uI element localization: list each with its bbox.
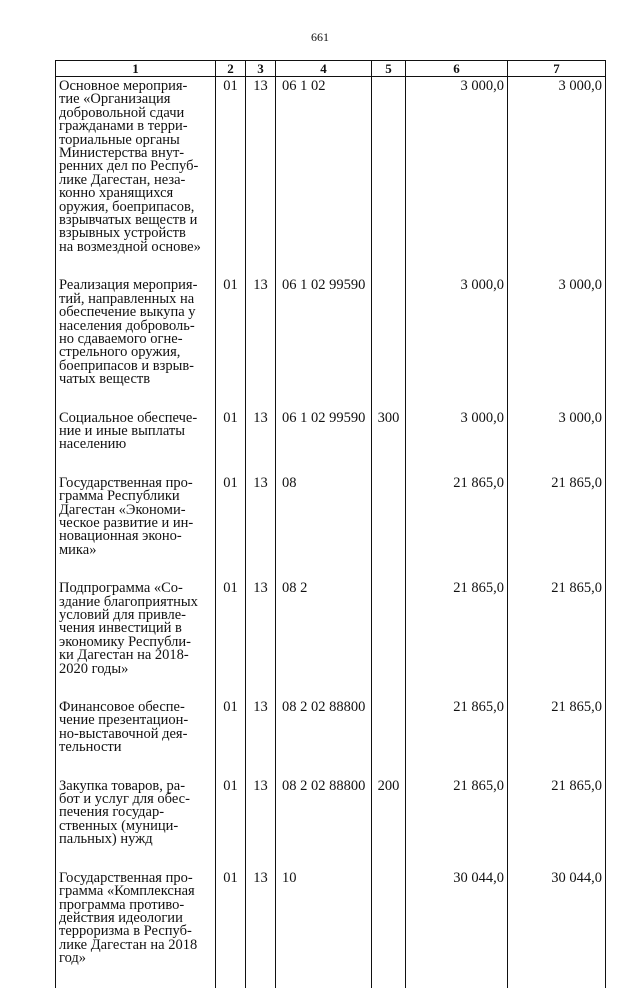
spacer-cell xyxy=(56,557,216,579)
table-row xyxy=(56,77,606,255)
spacer-cell xyxy=(406,847,508,869)
row-name-line: гражданами в терри- xyxy=(59,118,188,135)
spacer-cell xyxy=(276,387,372,409)
row-name-line: на возмездной основе» xyxy=(59,238,201,255)
program-code: 10 xyxy=(276,869,372,966)
row-name-line: ки Дагестан на 2018- xyxy=(59,647,189,664)
spacer-cell xyxy=(276,847,372,869)
amount-col-7: 21 865,0 xyxy=(508,698,606,755)
amount-col-7: 30 044,0 xyxy=(508,869,606,966)
row-name-line: Закупка товаров, ра- xyxy=(59,777,186,794)
spacer-cell xyxy=(372,676,406,698)
table-row xyxy=(56,579,606,676)
row-name xyxy=(56,698,216,755)
spacer-cell xyxy=(406,452,508,474)
amount-col-6: 21 865,0 xyxy=(406,474,508,557)
spacer-cell xyxy=(56,452,216,474)
row-name-line: здание благоприятных xyxy=(59,593,198,610)
row-name-line: терроризма в Респуб- xyxy=(59,923,192,940)
section-code: 01 xyxy=(216,579,246,676)
spacer-cell xyxy=(246,966,276,988)
table-row xyxy=(56,777,606,847)
amount-col-7: 3 000,0 xyxy=(508,409,606,452)
expense-type-code xyxy=(372,276,406,386)
spacer-cell xyxy=(246,847,276,869)
spacer-cell xyxy=(246,676,276,698)
row-name-line: конно хранящихся xyxy=(59,185,174,202)
spacer-cell xyxy=(508,847,606,869)
spacer-cell xyxy=(276,676,372,698)
row-name-line: программа противо- xyxy=(59,896,185,913)
row-name-line: стрельного оружия, xyxy=(59,344,181,361)
amount-col-6: 3 000,0 xyxy=(406,77,508,255)
amount-col-6: 3 000,0 xyxy=(406,409,508,452)
header-col-2: 2 xyxy=(216,61,246,77)
row-spacer xyxy=(56,387,606,409)
amount-col-6: 21 865,0 xyxy=(406,777,508,847)
amount-col-7: 21 865,0 xyxy=(508,579,606,676)
row-spacer xyxy=(56,452,606,474)
spacer-cell xyxy=(216,966,246,988)
header-col-5: 5 xyxy=(372,61,406,77)
row-name-line: пальных) нужд xyxy=(59,831,153,848)
row-name-line: тий, направленных на xyxy=(59,290,195,307)
program-code: 08 xyxy=(276,474,372,557)
row-name-line: боеприпасов и взрыв- xyxy=(59,357,194,374)
subsection-code: 13 xyxy=(246,474,276,557)
spacer-cell xyxy=(246,387,276,409)
row-name-line: грамма «Комплексная xyxy=(59,883,195,900)
spacer-cell xyxy=(508,755,606,777)
row-name-line: лике Дагестан на 2018 xyxy=(59,936,198,953)
row-name-line: действия идеологии xyxy=(59,909,183,926)
expense-type-code xyxy=(372,579,406,676)
row-name-line: населения доброволь- xyxy=(59,317,195,334)
row-name xyxy=(56,77,216,255)
program-code: 08 2 02 88800 xyxy=(276,698,372,755)
spacer-cell xyxy=(276,755,372,777)
row-name-line: оружия, боеприпасов, xyxy=(59,198,195,215)
subsection-code: 13 xyxy=(246,409,276,452)
section-code: 01 xyxy=(216,474,246,557)
spacer-cell xyxy=(406,254,508,276)
spacer-cell xyxy=(372,557,406,579)
section-code: 01 xyxy=(216,869,246,966)
table-row xyxy=(56,474,606,557)
section-code: 01 xyxy=(216,77,246,255)
spacer-cell xyxy=(216,387,246,409)
header-col-3: 3 xyxy=(246,61,276,77)
program-code: 06 1 02 99590 xyxy=(276,409,372,452)
row-name-line: лике Дагестан, неза- xyxy=(59,171,186,188)
subsection-code: 13 xyxy=(246,77,276,255)
spacer-cell xyxy=(56,755,216,777)
row-spacer xyxy=(56,557,606,579)
spacer-cell xyxy=(508,966,606,988)
spacer-cell xyxy=(276,452,372,474)
row-name-line: взрывчатых веществ и xyxy=(59,212,198,229)
amount-col-6: 30 044,0 xyxy=(406,869,508,966)
spacer-cell xyxy=(276,966,372,988)
spacer-cell xyxy=(246,254,276,276)
row-name-line: год» xyxy=(59,950,87,967)
row-name-line: тельности xyxy=(59,739,122,756)
spacer-cell xyxy=(406,966,508,988)
row-name-line: печения государ- xyxy=(59,804,165,821)
subsection-code: 13 xyxy=(246,869,276,966)
row-name-line: ние и иные выплаты xyxy=(59,422,186,439)
amount-col-7: 3 000,0 xyxy=(508,276,606,386)
expense-type-code xyxy=(372,869,406,966)
spacer-cell xyxy=(216,847,246,869)
row-name-line: мика» xyxy=(59,541,97,558)
spacer-cell xyxy=(276,254,372,276)
row-name-line: ториальные органы xyxy=(59,131,180,148)
spacer-cell xyxy=(216,676,246,698)
spacer-cell xyxy=(406,387,508,409)
subsection-code: 13 xyxy=(246,698,276,755)
expense-type-code: 300 xyxy=(372,409,406,452)
row-name xyxy=(56,579,216,676)
spacer-cell xyxy=(56,676,216,698)
spacer-cell xyxy=(406,755,508,777)
program-code: 08 2 xyxy=(276,579,372,676)
spacer-cell xyxy=(216,452,246,474)
subsection-code: 13 xyxy=(246,777,276,847)
row-name-line: экономику Республи- xyxy=(59,633,191,650)
spacer-cell xyxy=(508,387,606,409)
spacer-cell xyxy=(246,452,276,474)
program-code: 06 1 02 xyxy=(276,77,372,255)
header-col-4: 4 xyxy=(276,61,372,77)
row-name-line: Государственная про- xyxy=(59,869,193,886)
spacer-cell xyxy=(216,755,246,777)
header-col-7: 7 xyxy=(508,61,606,77)
expense-type-code xyxy=(372,698,406,755)
spacer-cell xyxy=(406,557,508,579)
row-name-line: Основное мероприя- xyxy=(59,78,188,94)
table-row xyxy=(56,698,606,755)
amount-col-7: 3 000,0 xyxy=(508,77,606,255)
program-code: 06 1 02 99590 xyxy=(276,276,372,386)
spacer-cell xyxy=(508,254,606,276)
row-name-line: Социальное обеспече- xyxy=(59,409,198,426)
row-name-line: чение презентацион- xyxy=(59,712,189,729)
section-code: 01 xyxy=(216,777,246,847)
subsection-code: 13 xyxy=(246,579,276,676)
spacer-cell xyxy=(276,557,372,579)
table-row xyxy=(56,409,606,452)
section-code: 01 xyxy=(216,409,246,452)
row-name-line: взрывных устройств xyxy=(59,225,186,242)
program-code: 08 2 02 88800 xyxy=(276,777,372,847)
row-name-line: Министерства внут- xyxy=(59,145,185,162)
spacer-cell xyxy=(372,387,406,409)
row-name-line: добровольной сдачи xyxy=(59,104,185,121)
table-row xyxy=(56,276,606,386)
row-name-line: обеспечение выкупа у xyxy=(59,304,196,321)
row-name-line: новационная эконо- xyxy=(59,528,182,545)
row-name-line: бот и услуг для обес- xyxy=(59,791,190,808)
row-spacer xyxy=(56,847,606,869)
section-code: 01 xyxy=(216,276,246,386)
spacer-cell xyxy=(216,254,246,276)
row-name-line: Дагестан «Экономи- xyxy=(59,501,186,518)
section-code: 01 xyxy=(216,698,246,755)
amount-col-6: 3 000,0 xyxy=(406,276,508,386)
row-spacer xyxy=(56,966,606,988)
row-name-line: 2020 годы» xyxy=(59,660,129,677)
row-name xyxy=(56,276,216,386)
header-col-1: 1 xyxy=(56,61,216,77)
expense-type-code xyxy=(372,474,406,557)
spacer-cell xyxy=(56,966,216,988)
spacer-cell xyxy=(508,452,606,474)
amount-col-7: 21 865,0 xyxy=(508,777,606,847)
spacer-cell xyxy=(372,966,406,988)
row-name xyxy=(56,474,216,557)
spacer-cell xyxy=(508,676,606,698)
spacer-cell xyxy=(372,847,406,869)
row-name-line: ственных (муници- xyxy=(59,817,179,834)
spacer-cell xyxy=(372,755,406,777)
row-name-line: грамма Республики xyxy=(59,488,180,505)
spacer-cell xyxy=(406,676,508,698)
row-name-line: населению xyxy=(59,436,127,453)
row-name-line: условий для привле- xyxy=(59,607,186,623)
expense-type-code: 200 xyxy=(372,777,406,847)
spacer-cell xyxy=(56,847,216,869)
budget-table xyxy=(55,60,606,988)
row-name-line: чатых веществ xyxy=(59,371,151,388)
row-name-line: но сдаваемого огне- xyxy=(59,330,183,347)
row-name xyxy=(56,869,216,966)
spacer-cell xyxy=(56,387,216,409)
row-name-line: тие «Организация xyxy=(59,91,171,108)
row-name-line: Подпрограмма «Со- xyxy=(59,580,183,597)
subsection-code: 13 xyxy=(246,276,276,386)
row-name xyxy=(56,777,216,847)
spacer-cell xyxy=(372,452,406,474)
spacer-cell xyxy=(56,254,216,276)
row-spacer xyxy=(56,755,606,777)
table-row xyxy=(56,869,606,966)
row-name-line: но-выставочной дея- xyxy=(59,725,188,742)
amount-col-7: 21 865,0 xyxy=(508,474,606,557)
row-name-line: Государственная про- xyxy=(59,474,193,491)
expense-type-code xyxy=(372,77,406,255)
row-name xyxy=(56,409,216,452)
row-spacer xyxy=(56,254,606,276)
row-name-line: Финансовое обеспе- xyxy=(59,699,185,716)
header-row xyxy=(56,61,606,77)
row-name-line: ренних дел по Респуб- xyxy=(59,158,199,175)
row-name-line: Реализация мероприя- xyxy=(59,277,198,294)
spacer-cell xyxy=(216,557,246,579)
spacer-cell xyxy=(372,254,406,276)
header-col-6: 6 xyxy=(406,61,508,77)
row-name-line: ческое развитие и ин- xyxy=(59,514,194,531)
spacer-cell xyxy=(246,755,276,777)
row-spacer xyxy=(56,676,606,698)
spacer-cell xyxy=(508,557,606,579)
page-number: 661 xyxy=(311,30,329,44)
amount-col-6: 21 865,0 xyxy=(406,698,508,755)
table-body xyxy=(56,77,606,988)
amount-col-6: 21 865,0 xyxy=(406,579,508,676)
row-name-line: чения инвестиций в xyxy=(59,620,182,637)
spacer-cell xyxy=(246,557,276,579)
